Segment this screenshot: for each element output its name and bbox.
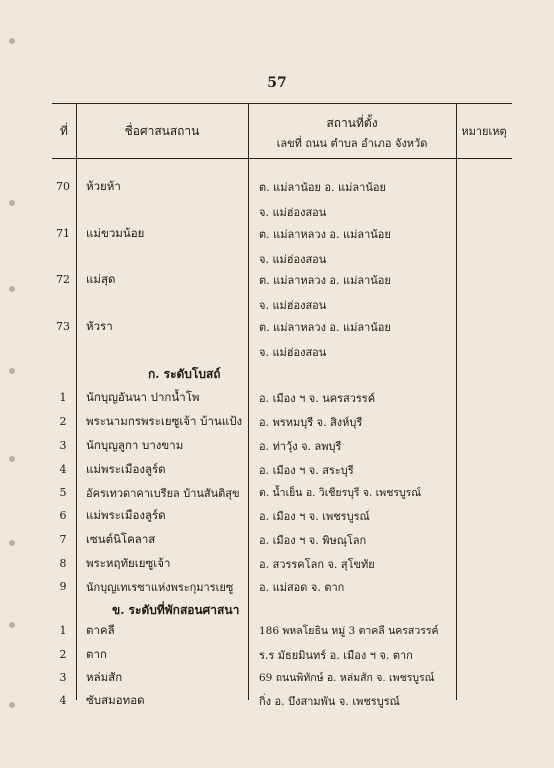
row-number: 4	[59, 694, 67, 707]
row-number: 1	[59, 391, 67, 404]
row-address: 69 ถนนพิทักษ์ อ. หล่มสัก จ. เพชรบูรณ์	[259, 672, 435, 684]
row-number: 6	[59, 509, 67, 522]
row-name: ตาก	[86, 647, 107, 661]
header-bottom-rule	[52, 158, 512, 159]
punch-hole	[9, 702, 15, 708]
row-number: 5	[59, 486, 67, 499]
row-address: ต. แม่ลาหลวง อ. แม่ลาน้อย	[259, 228, 391, 241]
row-name: ห้วยห้า	[86, 179, 121, 193]
row-address: ต. น้ำเย็น อ. วิเชียรบุรี จ. เพชรบูรณ์	[259, 487, 422, 499]
row-address-province: จ. แม่ฮ่องสอน	[259, 299, 327, 312]
row-address: อ. เมือง ฯ จ. พิษณุโลก	[259, 534, 367, 547]
punch-hole	[9, 368, 15, 374]
row-address: ต. แม่ลาหลวง อ. แม่ลาน้อย	[259, 274, 391, 287]
row-name: ตาคลี	[86, 623, 115, 637]
row-number: 72	[56, 273, 70, 286]
row-name: นักบุญลูกา บางขาม	[86, 438, 184, 452]
row-name: แม่สุด	[86, 272, 116, 286]
row-address: อ. เมือง ฯ จ. นครสวรรค์	[259, 392, 376, 405]
row-name: นักบุญอันนา ปากน้ำโพ	[86, 390, 200, 404]
row-number: 3	[59, 439, 67, 452]
punch-hole	[9, 622, 15, 628]
row-address-province: จ. แม่ฮ่องสอน	[259, 206, 327, 219]
row-number: 9	[59, 580, 67, 593]
row-address-province: จ. แม่ฮ่องสอน	[259, 346, 327, 359]
column-divider	[456, 103, 457, 700]
section-heading-church: ก. ระดับโบสถ์	[148, 367, 221, 381]
column-divider	[248, 103, 249, 700]
row-address: กิ่ง อ. บึงสามพัน จ. เพชรบูรณ์	[259, 695, 400, 708]
punch-hole	[9, 540, 15, 546]
row-number: 73	[56, 320, 70, 333]
row-number: 8	[59, 557, 67, 570]
row-name: ซับสมอทอด	[86, 693, 145, 707]
punch-hole	[9, 200, 15, 206]
row-number: 71	[56, 227, 70, 240]
row-name: หล่มสัก	[86, 670, 123, 684]
row-name: อัครเทวดาคาเบรียล บ้านสันติสุข	[86, 487, 240, 500]
punch-hole	[9, 286, 15, 292]
row-name: แม่พระเมืองลูร์ด	[86, 508, 166, 522]
header-location: สถานที่ตั้ง	[326, 116, 378, 130]
punch-hole	[9, 38, 15, 44]
section-heading-mission: ข. ระดับที่พักสอนศาสนา	[112, 603, 240, 617]
table-top-rule	[52, 103, 512, 104]
row-address: อ. พรหมบุรี จ. สิงห์บุรี	[259, 416, 363, 429]
row-number: 3	[59, 671, 67, 684]
row-number: 2	[59, 415, 67, 428]
row-number: 7	[59, 533, 67, 546]
row-address: ร.ร มัธยมินทร์ อ. เมือง ฯ จ. ตาก	[259, 649, 413, 662]
row-address: อ. เมือง ฯ จ. สระบุรี	[259, 464, 354, 477]
row-name: เซนต์นิโคลาส	[86, 532, 156, 546]
column-divider	[76, 103, 77, 700]
row-address: ต. แม่ลาน้อย อ. แม่ลาน้อย	[259, 181, 386, 194]
row-number: 1	[59, 624, 67, 637]
page-number: 57	[267, 75, 287, 91]
row-name: นักบุญเทเรซาแห่งพระกุมารเยซู	[86, 581, 234, 594]
row-address: ต. แม่ลาหลวง อ. แม่ลาน้อย	[259, 321, 391, 334]
row-number: 2	[59, 648, 67, 661]
row-address: อ. สวรรคโลก จ. สุโขทัย	[259, 558, 375, 571]
header-location-sub: เลขที่ ถนน ตำบล อำเภอ จังหวัด	[276, 137, 428, 150]
row-number: 70	[56, 180, 70, 193]
header-remark: หมายเหตุ	[461, 125, 507, 138]
header-name: ชื่อศาสนสถาน	[124, 124, 200, 138]
row-address-province: จ. แม่ฮ่องสอน	[259, 253, 327, 266]
punch-hole	[9, 456, 15, 462]
row-name: พระนามกรพระเยซูเจ้า บ้านแป้ง	[86, 414, 243, 428]
row-name: แม่พระเมืองลูร์ด	[86, 462, 166, 476]
row-address: อ. เมือง ฯ จ. เพชรบูรณ์	[259, 510, 370, 523]
row-number: 4	[59, 463, 67, 476]
header-no: ที่	[60, 124, 68, 138]
row-address: อ. แม่สอด จ. ตาก	[259, 581, 345, 594]
row-name: หัวรา	[86, 319, 113, 333]
row-name: พระหฤทัยเยซูเจ้า	[86, 556, 171, 570]
row-address: อ. ท่าวุ้ง จ. ลพบุรี	[259, 440, 342, 453]
row-name: แม่ขวมน้อย	[86, 226, 145, 240]
row-address: 186 พหลโยธิน หมู่ 3 ตาคลี นครสวรรค์	[259, 625, 439, 637]
